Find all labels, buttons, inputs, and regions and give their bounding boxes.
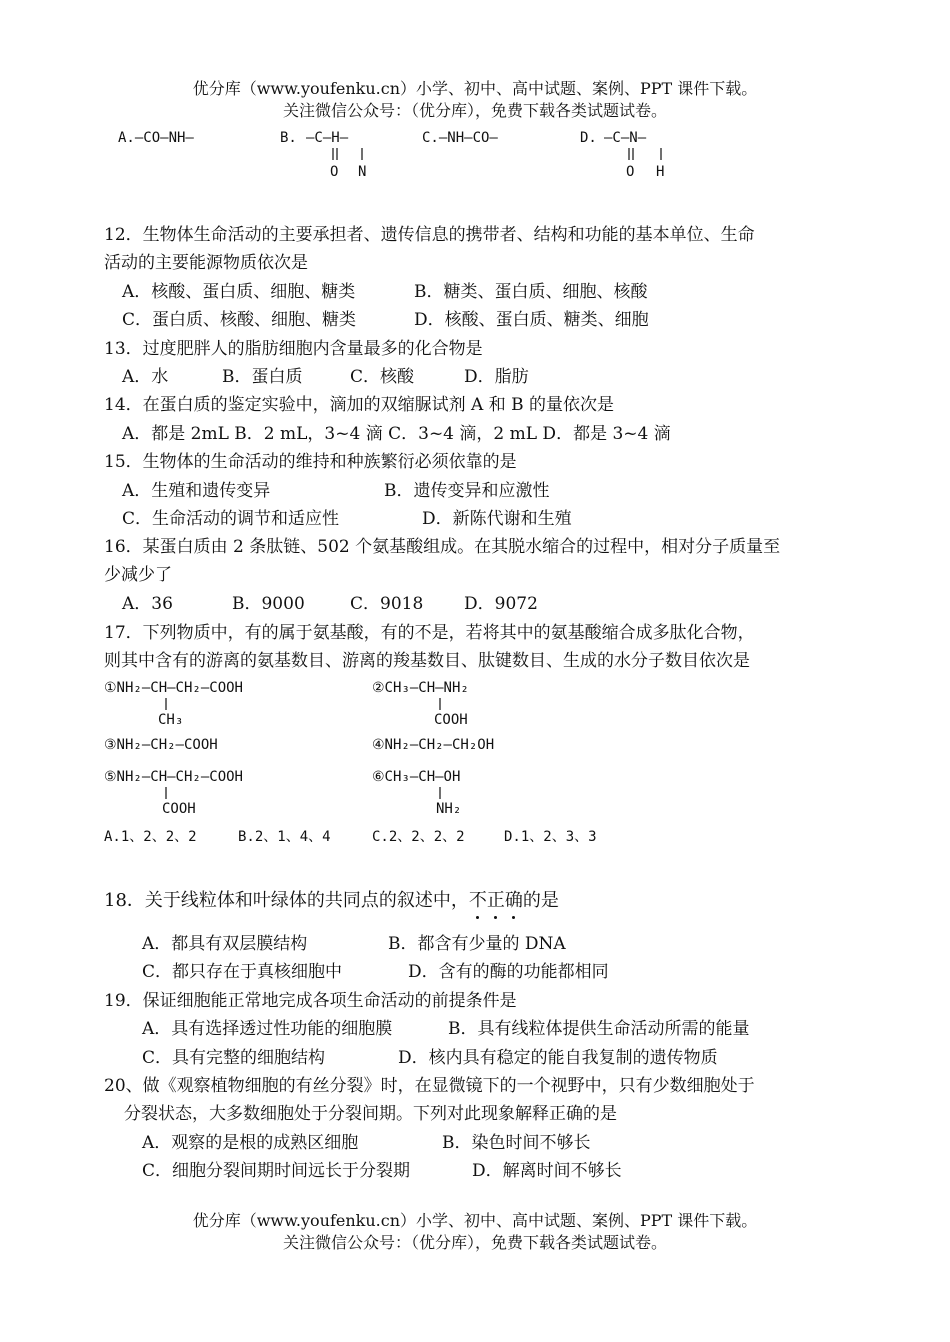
q17-structure-5-main: ⑤NH₂—CH—CH₂—COOH: [104, 769, 243, 785]
q13-option-b: B．蛋白质: [222, 367, 303, 387]
q20-option-d: D．解离时间不够长: [472, 1161, 622, 1181]
q15-option-c: C．生命活动的调节和适应性: [122, 509, 340, 529]
q20-stem-2: 分裂状态，大多数细胞处于分裂间期。下列对此现象解释正确的是: [124, 1104, 617, 1124]
q20-option-c: C．细胞分裂间期时间远长于分裂期: [142, 1161, 411, 1181]
q20-stem-1: 20、做《观察植物细胞的有丝分裂》时，在显微镜下的一个视野中，只有少数细胞处于: [104, 1076, 755, 1096]
q18-option-d: D．含有的酶的功能都相同: [408, 962, 609, 982]
q19-option-a: A．具有选择透过性功能的细胞膜: [142, 1019, 393, 1039]
q16-stem-2: 少减少了: [104, 565, 172, 585]
q12-option-b: B．糖类、蛋白质、细胞、核酸: [414, 282, 648, 302]
q17-structure-4-main: ④NH₂—CH₂—CH₂OH: [372, 737, 495, 753]
q15-option-a: A．生殖和遗传变异: [122, 481, 271, 501]
q18-option-c: C．都只存在于真核细胞中: [142, 962, 343, 982]
q17-structure-3-main: ③NH₂—CH₂—COOH: [104, 737, 218, 753]
q11-option-c: C.—NH—CO—: [422, 130, 498, 146]
q12-option-d: D．核酸、蛋白质、糖类、细胞: [414, 310, 649, 330]
q12-stem-2: 活动的主要能源物质依次是: [104, 253, 308, 273]
header-line-2: 关注微信公众号：（优分库），免费下载各类试题试卷。: [282, 101, 667, 120]
q11-option-b-main: —C—H—: [306, 130, 349, 146]
q16-option-b: B．9000: [232, 594, 305, 614]
q14-options: A．都是 2mL B．2 mL，3~4 滴 C．3~4 滴，2 mL D．都是 3~4 滴: [122, 424, 671, 444]
q12-option-c: C．蛋白质、核酸、细胞、糖类: [122, 310, 357, 330]
q17-structure-6-sub: NH₂: [436, 801, 462, 817]
q16-stem-1: 16．某蛋白质由 2 条肽链、502 个氨基酸组成。在其脱水缩合的过程中，相对分子质量至: [104, 537, 781, 557]
q17-structure-6-main: ⑥CH₃—CH—OH: [372, 769, 461, 785]
q18-emphasis-char-1: 不: [468, 890, 487, 911]
q16-option-d: D．9072: [464, 594, 538, 614]
q19-stem: 19．保证细胞能正常地完成各项生命活动的前提条件是: [104, 991, 517, 1011]
footer-line-2: 关注微信公众号：（优分库），免费下载各类试题试卷。: [282, 1233, 667, 1252]
q19-option-d: D．核内具有稳定的能自我复制的遗传物质: [398, 1048, 718, 1068]
q11-option-d-main: —C—N—: [604, 130, 647, 146]
q17-option-b: B.2、1、4、4: [238, 829, 331, 845]
q12-option-a: A．核酸、蛋白质、细胞、糖类: [122, 282, 356, 302]
q15-stem: 15．生物体的生命活动的维持和种族繁衍必须依靠的是: [104, 452, 517, 472]
q11-option-b-nitrogen: N: [358, 164, 367, 180]
q17-stem-2: 则其中含有的游离的氨基数目、游离的羧基数目、肽键数目、生成的水分子数目依次是: [104, 651, 750, 671]
q13-option-c: C．核酸: [350, 367, 415, 387]
q18-emphasis-char-3: 确: [504, 890, 523, 911]
q13-stem: 13．过度肥胖人的脂肪细胞内含量最多的化合物是: [104, 339, 483, 359]
q13-option-d: D．脂肪: [464, 367, 529, 387]
q18-stem-prefix: 18．关于线粒体和叶绿体的共同点的叙述中，: [104, 890, 469, 911]
q17-structures: [100, 674, 660, 846]
q20-option-b: B．染色时间不够长: [442, 1133, 591, 1153]
q18-emphasis-char-2: 正: [486, 890, 505, 911]
q17-structure-2-sub: COOH: [434, 712, 468, 728]
q17-structure-5-sub: COOH: [162, 801, 196, 817]
q11-option-d-label: D.: [580, 130, 597, 146]
q17-option-d: D.1、2、3、3: [504, 829, 597, 845]
q19-option-c: C．具有完整的细胞结构: [142, 1048, 326, 1068]
q15-option-b: B．遗传变异和应激性: [384, 481, 550, 501]
q13-option-a: A．水: [122, 367, 169, 387]
q18-option-a: A．都具有双层膜结构: [142, 934, 308, 954]
q17-option-c: C.2、2、2、2: [372, 829, 465, 845]
q17-structure-1-sub: CH₃: [158, 712, 184, 728]
q17-structure-2-main: ②CH₃—CH—NH₂: [372, 680, 469, 696]
q11-option-d-oxygen: O: [626, 164, 635, 180]
footer-line-1: 优分库（www.youfenku.cn）小学、初中、高中试题、案例、PPT 课件下载。: [192, 1211, 758, 1230]
q11-option-b-oxygen: O: [330, 164, 339, 180]
header-line-1: 优分库（www.youfenku.cn）小学、初中、高中试题、案例、PPT 课件下载。: [192, 79, 758, 98]
q11-structure-options: [110, 122, 710, 184]
q11-option-a: A.—CO—NH—: [118, 130, 194, 146]
q16-option-c: C．9018: [350, 594, 424, 614]
q11-option-d-hydrogen: H: [656, 164, 665, 180]
q12-stem-1: 12．生物体生命活动的主要承担者、遗传信息的携带者、结构和功能的基本单位、生命: [104, 225, 755, 245]
q17-stem-1: 17．下列物质中，有的属于氨基酸，有的不是，若将其中的氨基酸缩合成多肽化合物，: [104, 623, 755, 643]
q15-option-d: D．新陈代谢和生殖: [422, 509, 572, 529]
q18-stem: [104, 888, 559, 914]
q19-option-b: B．具有线粒体提供生命活动所需的能量: [448, 1019, 750, 1039]
q11-option-b-label: B.: [280, 130, 297, 146]
q18-stem-suffix: 的是: [522, 890, 559, 911]
q14-stem: 14．在蛋白质的鉴定实验中，滴加的双缩脲试剂 A 和 B 的量依次是: [104, 395, 615, 415]
q17-option-a: A.1、2、2、2: [104, 829, 197, 845]
q20-option-a: A．观察的是根的成熟区细胞: [142, 1133, 359, 1153]
q18-option-b: B．都含有少量的 DNA: [388, 934, 566, 954]
q16-option-a: A．36: [122, 594, 173, 614]
q17-structure-1-main: ①NH₂—CH—CH₂—COOH: [104, 680, 243, 696]
